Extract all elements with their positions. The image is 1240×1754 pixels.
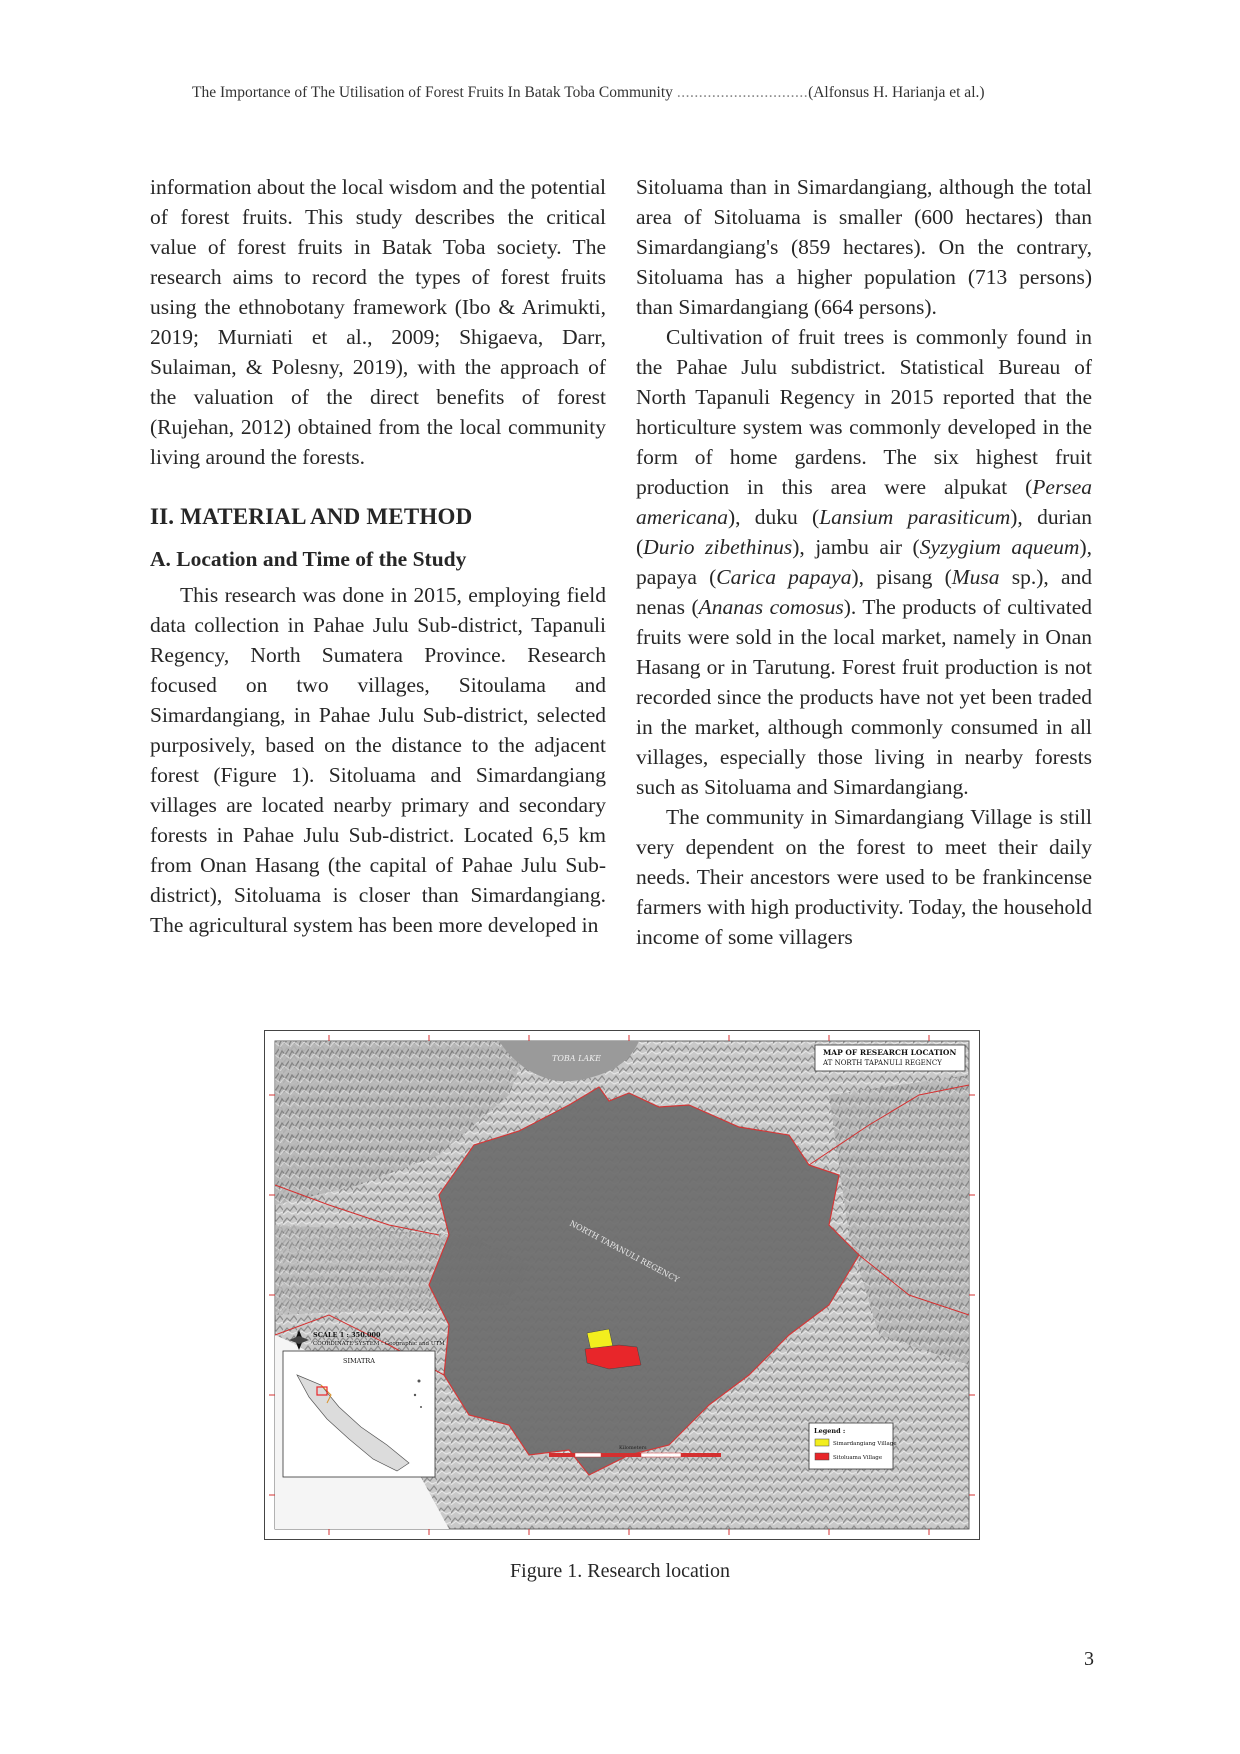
scale-bar (549, 1453, 721, 1457)
map-title-line-2: AT NORTH TAPANULI REGENCY (823, 1059, 942, 1067)
map-image (269, 1035, 975, 1535)
left-column (150, 172, 606, 940)
species-name: Carica papaya (716, 565, 852, 589)
legend-item-simardangiang: Simardangiang Village (833, 1441, 897, 1447)
subsection-heading: A. Location and Time of the Study (150, 547, 467, 571)
scale-text: SCALE 1 : 350.000 (313, 1331, 381, 1339)
map-title-line-1: MAP OF RESEARCH LOCATION (823, 1048, 957, 1057)
legend-swatch-sitoluama (815, 1453, 829, 1460)
inset-map (283, 1351, 435, 1477)
cultivation-text-end: ). The products of cultivated fruits were sold in the local market, namely in Onan Hasang or in Tarutung. Forest fruit production is not recorded since the products have not yet been traded in the market, although commonly consumed in all villages, especially those living in nearby forests such as Sitoluama and Simardangiang. (636, 595, 1092, 799)
right-column (636, 172, 1092, 952)
species-name: Durio zibethinus (643, 535, 793, 559)
legend-title: Legend : (814, 1427, 846, 1435)
header-dots: .............................. (676, 84, 809, 101)
section-heading: II. MATERIAL AND METHOD (150, 504, 473, 529)
species-name: Persea americana (636, 475, 1092, 529)
coordinate-text: COORDINATE SYSTEM : Geographic and UTM (313, 1341, 445, 1347)
paragraph-location: This research was done in 2015, employing field data collection in Pahae Julu Sub-district, Tapanuli Regency, North Sumatera Province. Research focused on two villages, Sitoulama and Simardangiang, in Pahae Julu Sub-district, selected purposively, based on the distance to the adjacent forest (Figure 1). Sitoluama and Simardangiang villages are located nearby primary and secondary forests in Pahae Julu Sub-district. Located 6,5 km from Onan Hasang (the capital of Pahae Julu Sub-district), Sitoluama is closer than Simardangiang. The agricultural system has been more developed in (150, 583, 606, 937)
header-authors: (Alfonsus H. Harianja et al.) (808, 84, 985, 101)
header-title: The Importance of The Utilisation of Forest Fruits In Batak Toba Community (192, 84, 673, 101)
scale-bar-label: Kilometers (619, 1445, 647, 1451)
species-name: Lansium parasiticum (819, 505, 1011, 529)
figure-caption: Figure 1. Research location (510, 1560, 730, 1582)
paragraph-intro: information about the local wisdom and the potential of forest fruits. This study describes the critical value of forest fruits in Batak Toba society. The research aims to record the types of forest fruits using the ethnobotany framework (Ibo & Arimukti, 2019; Murniati et al., 2009; Shigaeva, Darr, Sulaiman, & Polesny, 2019), with the approach of the valuation of the direct benefits of forest (Rujehan, 2012) obtained from the local community living around the forests. (150, 175, 606, 469)
running-header (192, 84, 1092, 102)
species-name: Ananas comosus (698, 595, 844, 619)
cultivation-text-start: Cultivation of fruit trees is commonly found in the Pahae Julu subdistrict. Statistical Bureau of North Tapanuli Regency in 2015 reported that the horticulture system was commonly developed in the form of home gardens. The six highest fruit production in this area were alpukat ( (636, 325, 1092, 499)
paragraph-continue: Sitoluama than in Simardangiang, although the total area of Sitoluama is smaller (600 hectares) than Simardangiang's (859 hectares). On the contrary, Sitoluama has a higher population (713 persons) than Simardangiang (664 persons). (636, 175, 1092, 319)
regency-label: NORTH TAPANULI REGENCY (568, 1218, 681, 1285)
legend-swatch-simardangiang (815, 1439, 829, 1446)
paragraph-cultivation: Cultivation of fruit trees is commonly found in the Pahae Julu subdistrict. Statistical Bureau of North Tapanuli Regency in 2015 reported that the horticulture system was commonly developed in the form of home gardens. The six highest fruit production in this area were alpukat (Persea americana), duku (Lansium parasiticum), durian (Durio zibethinus), jambu air (Syzygium aqueum), papaya (Carica papaya), pisang (Musa sp.), and nenas (Ananas comosus). The products of cultivated fruits were sold in the local market, namely in Onan Hasang or in Tarutung. Forest fruit production is not recorded since the products have not yet been traded in the market, although commonly consumed in all villages, especially those living in nearby forests such as Sitoluama and Simardangiang. (636, 325, 1092, 799)
page-number: 3 (1084, 1648, 1094, 1670)
species-name: Syzygium aqueum (919, 535, 1080, 559)
legend-item-sitoluama: Sitoluama Village (833, 1455, 883, 1461)
lake-label: TOBA LAKE (552, 1054, 601, 1063)
research-location-map (264, 1030, 980, 1540)
species-name: Musa (951, 565, 1000, 589)
paragraph-community: The community in Simardangiang Village is still very dependent on the forest to meet their daily needs. Their ancestors were used to be frankincense farmers with high productivity. Today, the household income of some villagers (636, 805, 1092, 949)
inset-label: SIMATRA (343, 1357, 375, 1365)
